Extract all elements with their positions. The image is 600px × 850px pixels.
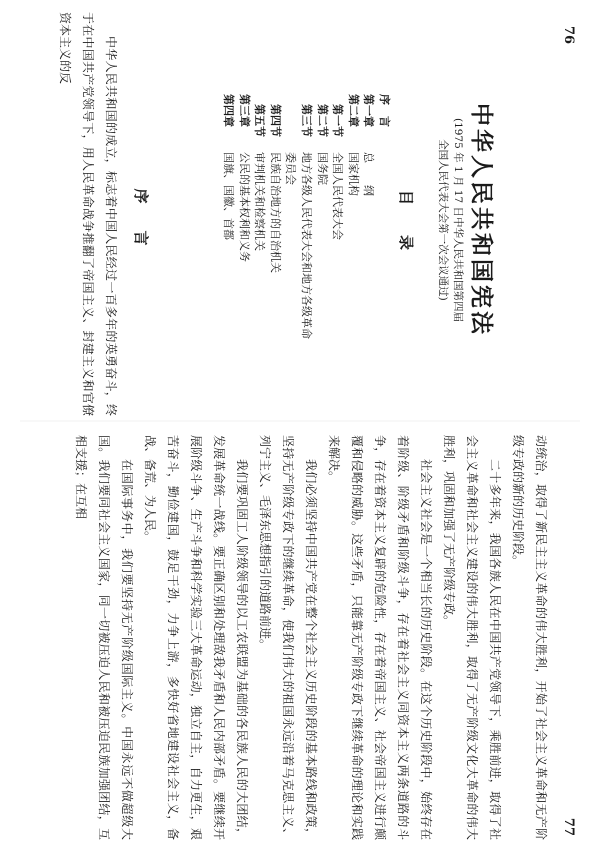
document-title: 中华人民共和国宪法: [468, 103, 494, 337]
body-paragraph: 在国际事务中，我们要坚持无产阶级国际主义。中国永远不做超级大国。我们要同社会主义国家，同一切被压迫人民和被压迫民族加强团结，互相支援；在互相: [74, 435, 134, 840]
body-paragraph: 二十多年来，我国各族人民在中国共产党领导下，乘胜前进，取得了社会主义革命和社会主义建设的伟大胜利，取得了无产阶级文化大革命的伟大胜利，巩固和加强了无产阶级专政。: [442, 435, 502, 840]
toc-entry: [345, 94, 361, 404]
toc-text: 国务院: [315, 152, 329, 185]
preface-heading: 序 言: [132, 188, 150, 252]
toc-label: 第五节: [253, 104, 267, 137]
toc-label: 第二章: [346, 94, 360, 127]
toc-entry: [376, 94, 392, 404]
preface-body: [53, 12, 122, 416]
toc-label: 第一节: [331, 104, 345, 137]
toc-entry: [252, 94, 268, 404]
toc-text: 审判机关和检察机关: [253, 152, 267, 251]
page-number: 76: [561, 26, 576, 45]
toc-text: 公民的基本权利和义务: [237, 152, 251, 262]
toc-label: 第四节: [268, 104, 282, 137]
body-paragraph: 动统治，取得了新民主主义革命的伟大胜利，开始了社会主义革命和无产阶级专政的新的历史阶段。: [511, 435, 548, 840]
toc-label: 第一章: [362, 94, 376, 127]
body-paragraph: 我们必须坚持中国共产党在整个社会主义历史阶段的基本路线和政策，坚持无产阶级专政下的继续革命，使我们伟大的祖国永远沿着马克思主义、列宁主义、毛泽东思想指引的道路前进。: [258, 435, 318, 840]
subtitle-line-2: 全国人民代表大会第一次会议通过): [437, 139, 449, 301]
toc-entry: [220, 94, 236, 404]
toc-label: 第三节: [300, 104, 314, 137]
toc-label: 第三章: [237, 94, 251, 127]
toc-heading: 目 录: [397, 189, 415, 250]
preface-body-continued: [69, 435, 552, 840]
page-right: [0, 425, 600, 850]
page-number: 77: [561, 817, 576, 836]
subtitle-line-1: (1975 年 1 月 17 日中华人民共和国第四届: [452, 117, 464, 323]
toc-text: 民族自治地方的自治机关: [268, 152, 282, 273]
toc-label: 第二节: [315, 104, 329, 137]
toc-label: 序 言: [378, 94, 391, 127]
toc-entry: [283, 94, 299, 404]
toc-entry: [236, 94, 252, 404]
toc-entry: [298, 94, 314, 404]
toc-entry: [361, 94, 377, 404]
toc-label: 第四章: [222, 94, 236, 127]
toc-text: 委员会: [284, 152, 298, 185]
toc-text: 全国人民代表大会: [331, 152, 345, 240]
toc-text: 总 纲: [362, 152, 376, 196]
toc-entry: [330, 94, 346, 404]
toc-text: 国家机构: [346, 152, 360, 196]
toc-entry: [314, 94, 330, 404]
body-paragraph: 社会主义社会是一个相当长的历史阶段。在这个历史阶段中，始终存在着阶级、阶级矛盾和阶级斗争，存在着社会主义同资本主义两条道路的斗争，存在着资本主义复辟的危险性，存在着帝国主义、社会帝国主义进行颠覆和侵略的威胁。这些矛盾，只能靠无产阶级专政下继续革命的理论和实践来解决。: [327, 435, 433, 840]
body-paragraph: 我们要巩固工人阶级领导的以工农联盟为基础的各民族人民的大团结，发展革命统一战线。要正确区别和处理敌我矛盾和人民内部矛盾。要继续开展阶级斗争、生产斗争和科学实验三大革命运动，独立自主，自力更生，艰苦奋斗，勤俭建国，鼓足干劲，力争上游，多快好省地建设社会主义，备战、备荒、为人民。: [143, 435, 249, 840]
toc-text: 地方各级人民代表大会和地方各级革命: [300, 152, 314, 339]
toc-text: [376, 152, 392, 404]
toc-entry: [267, 94, 283, 404]
table-of-contents: [220, 94, 392, 404]
toc-text: 国旗、国徽、首都: [222, 152, 236, 240]
preface-paragraph: 中华人民共和国的成立，标志着中国人民经过一百多年的英勇奋斗，终于在中国共产党领导下，用人民革命战争推翻了帝国主义、封建主义和官僚资本主义的反: [58, 12, 118, 416]
book-gutter: [20, 420, 580, 422]
